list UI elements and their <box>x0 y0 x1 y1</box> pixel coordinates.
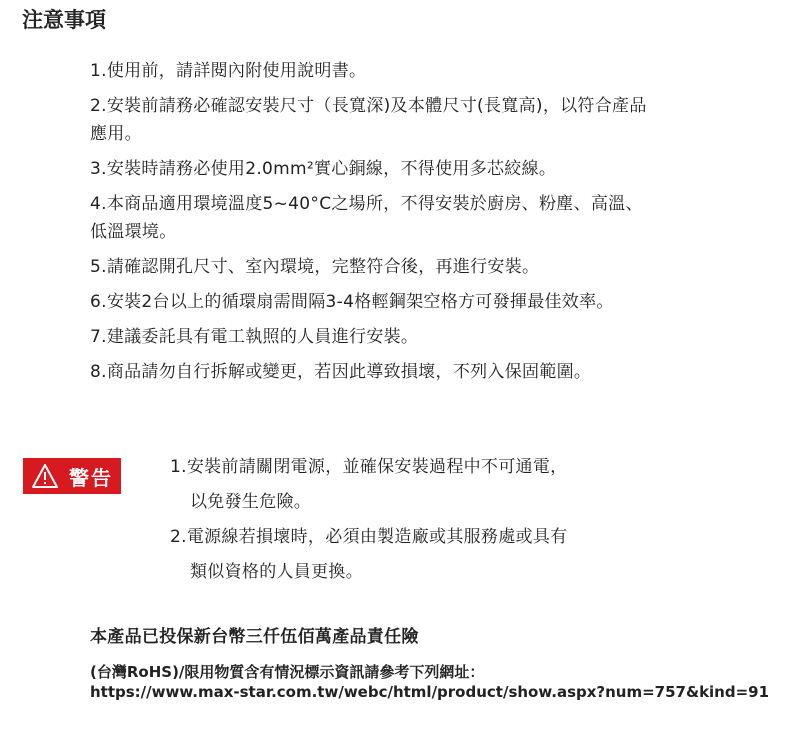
notes-list <box>90 60 790 396</box>
warning-item-continued: 類似資格的人員更換。 <box>190 562 363 582</box>
note-item-continued: 低溫環境。 <box>90 222 177 242</box>
note-item: 3.安裝時請務必使用2.0mm²實心銅線，不得使用多芯絞線。 <box>90 159 557 179</box>
note-item: 6.安裝2台以上的循環扇需間隔3-4格輕鋼架空格方可發揮最佳效率。 <box>90 292 614 312</box>
rohs-label: (台灣RoHS)/限用物質含有情況標示資訊請參考下列網址： <box>90 663 485 681</box>
note-item-continued: 應用。 <box>90 124 142 144</box>
warning-triangle-icon <box>31 463 59 489</box>
note-item: 8.商品請勿自行拆解或變更，若因此導致損壞，不列入保固範圍。 <box>90 362 592 382</box>
note-item: 1.使用前，請詳閱內附使用說明書。 <box>90 61 367 81</box>
rohs-info <box>90 662 769 702</box>
warning-item-continued: 以免發生危險。 <box>190 492 312 512</box>
rohs-url[interactable]: https://www.max-star.com.tw/webc/html/product/show.aspx?num=757&kind=91 <box>90 683 770 701</box>
page-title: 注意事項 <box>22 8 106 32</box>
note-item: 5.請確認開孔尺寸、室內環境，完整符合後，再進行安裝。 <box>90 257 540 277</box>
warning-item: 2.電源線若損壞時，必須由製造廠或其服務處或具有 <box>170 527 568 547</box>
warning-list <box>170 456 567 596</box>
warning-item: 1.安裝前請關閉電源，並確保安裝過程中不可通電， <box>170 457 568 477</box>
note-item: 4.本商品適用環境溫度5~40°C之場所，不得安裝於廚房、粉塵、高溫、 <box>90 194 643 214</box>
warning-badge <box>23 458 121 494</box>
liability-statement: 本產品已投保新台幣三仟伍佰萬產品責任險 <box>90 627 419 647</box>
note-item: 7.建議委託具有電工執照的人員進行安裝。 <box>90 327 419 347</box>
note-item: 2.安裝前請務必確認安裝尺寸（長寬深)及本體尺寸(長寬高)，以符合產品 <box>90 96 647 116</box>
warning-label: 警告 <box>69 465 113 490</box>
